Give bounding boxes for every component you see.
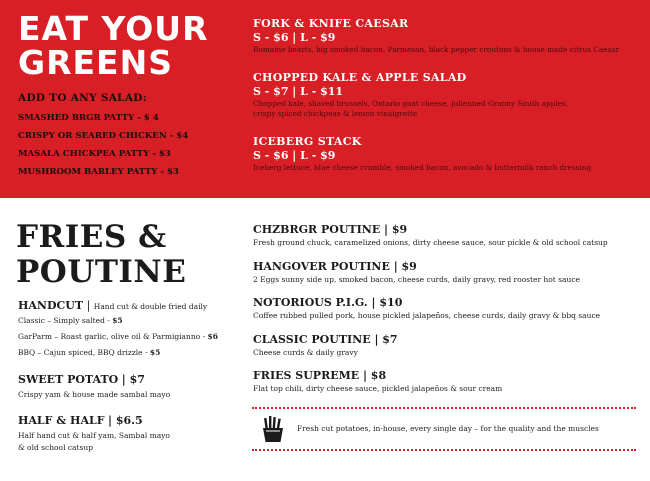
fries-title-line2: POUTINE — [16, 254, 187, 290]
poutine-name: CLASSIC POUTINE | $7 — [253, 333, 398, 346]
greens-title-line2: GREENS — [18, 43, 173, 82]
addon-item: SMASHED BRGR PATTY - $ 4 — [18, 113, 159, 123]
addons-title: ADD TO ANY SALAD: — [18, 92, 147, 104]
sweet-potato-price: | $7 — [121, 373, 145, 386]
greens-title — [18, 9, 238, 82]
salad-price: S - $7 | L - $11 — [253, 85, 344, 98]
handcut-option — [18, 348, 160, 357]
half-half-desc: & old school catsup — [18, 443, 94, 452]
poutine-item — [253, 333, 643, 359]
poutine-desc: 2 Eggs sunny side up, smoked bacon, cheese curds, daily gravy, red rooster hot sauce — [253, 275, 580, 284]
half-half-heading — [18, 414, 143, 427]
salad-name: ICEBERG STACK — [253, 135, 362, 148]
salad-name: CHOPPED KALE & APPLE SALAD — [253, 71, 467, 84]
poutine-item — [253, 369, 643, 395]
poutine-desc: Fresh ground chuck, caramelized onions, dirty cheese sauce, sour pickle & old school catsup — [253, 238, 608, 247]
fries-title-line1: FRIES & — [16, 219, 167, 255]
handcut-option-text: GarParm – Roast garlic, olive oil & Parmigianno - — [18, 332, 206, 341]
poutine-desc: Cheese curds & daily gravy — [253, 348, 358, 357]
poutine-name: CHZBRGR POUTINE | $9 — [253, 223, 408, 236]
salad-name: FORK & KNIFE CAESAR — [253, 17, 409, 30]
dotted-divider — [252, 407, 636, 409]
salad-desc: Chopped kale, shaved brussels, Ontario goat cheese, julienned Granny Smith apples, — [253, 99, 569, 108]
poutine-name: HANGOVER POUTINE | $9 — [253, 260, 417, 273]
footnote: Fresh cut potatoes, in-house, every single day – for the quality and the muscles — [297, 424, 599, 433]
poutine-desc: Flat top chili, dirty cheese sauce, pickled jalapeños & sour cream — [253, 384, 503, 393]
handcut-option — [18, 332, 218, 341]
greens-section — [0, 0, 650, 198]
poutine-item — [253, 223, 643, 249]
dotted-divider — [252, 449, 636, 451]
addon-item: MASALA CHICKPEA PATTY - $3 — [18, 149, 171, 159]
salad-desc: Romaine hearts, big smoked bacon, Parmesan, black pepper croutons & house made citrus Caesar — [253, 45, 620, 54]
salad-item — [253, 135, 643, 173]
poutine-desc: Coffee rubbed pulled pork, house pickled jalapeños, cheese curds, daily gravy & bbq sauce — [253, 311, 601, 320]
greens-title-line1: EAT YOUR — [18, 9, 209, 48]
sweet-potato-heading — [18, 373, 145, 386]
handcut-note: Hand cut & double fried daily — [93, 302, 208, 311]
handcut-heading — [18, 299, 207, 312]
half-half-desc: Half hand cut & half yam, Sambal mayo — [18, 431, 170, 440]
sweet-potato-name: SWEET POTATO — [18, 373, 119, 386]
half-half-name: HALF & HALF — [18, 414, 105, 427]
salad-item — [253, 71, 643, 119]
handcut-option-price: $5 — [149, 348, 161, 357]
addon-item: CRISPY OR SEARED CHICKEN - $4 — [18, 131, 189, 141]
addon-item: MUSHROOM BARLEY PATTY - $3 — [18, 167, 179, 177]
salad-item — [253, 17, 643, 55]
poutine-name: FRIES SUPREME | $8 — [253, 369, 387, 382]
poutine-item — [253, 296, 643, 322]
handcut-sep: | — [86, 299, 91, 312]
salad-price: S - $6 | L - $9 — [253, 149, 336, 162]
sweet-potato-desc: Crispy yam & house made sambal mayo — [18, 390, 171, 399]
poutine-name: NOTORIOUS P.I.G. | $10 — [253, 296, 403, 309]
handcut-name: HANDCUT — [18, 299, 84, 312]
salad-desc: crispy spiced chickpeas & lemon vinaigrette — [253, 109, 418, 118]
handcut-option-text: BBQ – Cajun spiced, BBQ drizzle - — [18, 348, 148, 357]
fries-icon — [259, 415, 287, 443]
salad-desc: Iceberg lettuce, blue cheese crumble, smoked bacon, avocado & buttermilk ranch dressing — [253, 163, 592, 172]
salad-price: S - $6 | L - $9 — [253, 31, 336, 44]
handcut-option-price: $6 — [207, 332, 218, 341]
poutine-item — [253, 260, 643, 286]
half-half-price: | $6.5 — [108, 414, 143, 427]
handcut-option — [18, 316, 123, 325]
fries-title — [16, 220, 186, 290]
handcut-option-price: $5 — [112, 316, 123, 325]
handcut-option-text: Classic – Simply salted - — [18, 316, 110, 325]
